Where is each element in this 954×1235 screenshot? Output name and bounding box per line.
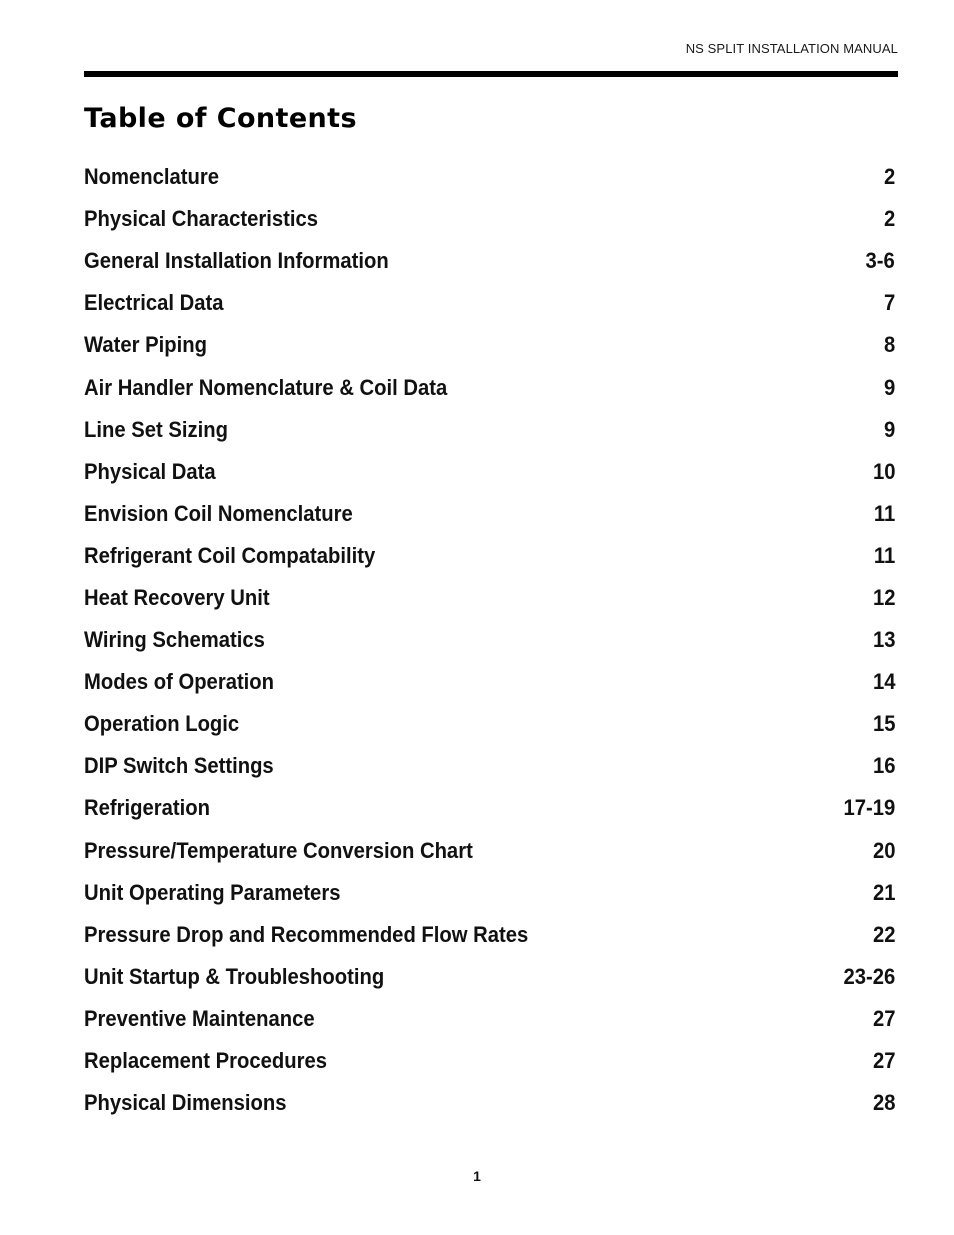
toc-entry[interactable]	[84, 872, 895, 914]
toc-entry-title: Physical Characteristics	[84, 206, 319, 232]
toc-entry-title: Operation Logic	[84, 711, 240, 737]
toc-entry-title: Replacement Procedures	[84, 1048, 327, 1074]
toc-entry[interactable]	[84, 409, 895, 451]
toc-list	[84, 156, 895, 1124]
toc-entry[interactable]	[84, 240, 895, 282]
toc-entry-title: Physical Dimensions	[84, 1090, 287, 1116]
toc-entry-page: 15	[872, 711, 895, 737]
toc-entry[interactable]	[84, 198, 895, 240]
toc-entry-title: Electrical Data	[84, 290, 224, 316]
toc-entry[interactable]	[84, 156, 895, 198]
toc-entry[interactable]	[84, 282, 895, 324]
toc-entry[interactable]	[84, 830, 895, 872]
page-number: 1	[473, 1168, 481, 1184]
toc-entry-page: 27	[872, 1048, 895, 1074]
toc-entry-page: 3-6	[865, 248, 895, 274]
toc-entry-page: 28	[872, 1090, 895, 1116]
toc-entry-page: 16	[872, 753, 895, 779]
toc-entry-title: Heat Recovery Unit	[84, 584, 270, 610]
toc-entry-page: 13	[872, 627, 895, 653]
toc-entry-page: 23-26	[843, 963, 895, 989]
header-rule	[84, 71, 898, 77]
toc-entry[interactable]	[84, 787, 895, 829]
toc-entry[interactable]	[84, 493, 895, 535]
toc-entry[interactable]	[84, 956, 895, 998]
toc-entry-title: Modes of Operation	[84, 669, 275, 695]
toc-entry-page: 21	[872, 879, 895, 905]
toc-entry-page: 11	[873, 500, 895, 526]
toc-entry-page: 20	[872, 837, 895, 863]
toc-entry-title: Refrigerant Coil Compatability	[84, 542, 376, 568]
toc-entry-title: Refrigeration	[84, 795, 210, 821]
toc-entry[interactable]	[84, 661, 895, 703]
toc-entry-page: 10	[872, 458, 895, 484]
toc-entry[interactable]	[84, 366, 895, 408]
toc-entry-title: Unit Operating Parameters	[84, 879, 341, 905]
toc-entry-title: DIP Switch Settings	[84, 753, 274, 779]
toc-entry-title: Unit Startup & Troubleshooting	[84, 963, 385, 989]
toc-entry-page: 8	[883, 332, 895, 358]
toc-entry-page: 9	[883, 374, 895, 400]
toc-entry-page: 17-19	[843, 795, 895, 821]
toc-entry[interactable]	[84, 703, 895, 745]
toc-entry[interactable]	[84, 451, 895, 493]
toc-entry-title: Pressure/Temperature Conversion Chart	[84, 837, 473, 863]
toc-entry-title: Line Set Sizing	[84, 416, 228, 442]
toc-entry[interactable]	[84, 535, 895, 577]
toc-entry[interactable]	[84, 1082, 895, 1124]
toc-entry-page: 7	[883, 290, 895, 316]
toc-entry-title: Pressure Drop and Recommended Flow Rates	[84, 921, 529, 947]
toc-entry-page: 2	[883, 164, 895, 190]
running-header: NS SPLIT INSTALLATION MANUAL	[685, 41, 898, 56]
toc-entry-page: 2	[883, 206, 895, 232]
toc-entry[interactable]	[84, 324, 895, 366]
toc-entry-page: 12	[872, 584, 895, 610]
toc-entry-title: Air Handler Nomenclature & Coil Data	[84, 374, 448, 400]
toc-entry[interactable]	[84, 1040, 895, 1082]
toc-entry-title: Physical Data	[84, 458, 216, 484]
toc-entry-page: 9	[883, 416, 895, 442]
toc-entry[interactable]	[84, 619, 895, 661]
toc-entry-title: Envision Coil Nomenclature	[84, 500, 353, 526]
toc-entry-page: 22	[872, 921, 895, 947]
toc-entry-page: 11	[873, 542, 895, 568]
toc-entry-title: Nomenclature	[84, 164, 219, 190]
toc-entry-title: Wiring Schematics	[84, 627, 265, 653]
toc-entry-title: General Installation Information	[84, 248, 389, 274]
toc-entry-page: 27	[872, 1005, 895, 1031]
toc-entry[interactable]	[84, 577, 895, 619]
toc-entry[interactable]	[84, 998, 895, 1040]
toc-entry-title: Preventive Maintenance	[84, 1005, 315, 1031]
toc-entry[interactable]	[84, 914, 895, 956]
toc-entry-page: 14	[872, 669, 895, 695]
toc-entry[interactable]	[84, 745, 895, 787]
toc-entry-title: Water Piping	[84, 332, 207, 358]
page-title: Table of Contents	[84, 103, 357, 134]
